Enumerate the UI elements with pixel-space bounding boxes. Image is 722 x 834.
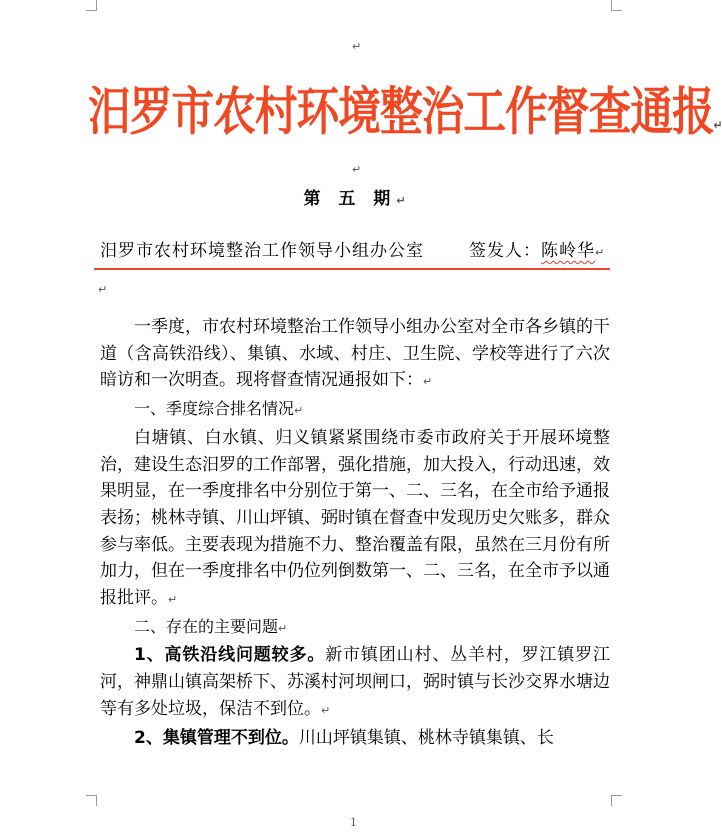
paragraph-mark: ↵ [396,194,406,207]
signer-name: 陈岭华 [541,241,595,261]
item1-paragraph [100,642,610,724]
section1-paragraph [100,425,610,614]
intro-text: 一季度，市农村环境整治工作领导小组办公室对全市各乡镇的干道（含高铁沿线）、集镇、水域、村庄、卫生院、学校等进行了六次暗访和一次明查。现将督查情况通报如下： [100,317,610,391]
crop-mark-top-right [611,0,622,11]
paragraph-mark: ↵ [352,163,362,176]
paragraph-mark: ↵ [713,117,722,134]
paragraph-mark: ↵ [352,40,362,53]
item2-text: 川山坪镇集镇、桃林寺镇集镇、长 [298,727,554,748]
paragraph-mark: ↵ [98,283,108,296]
red-divider-line [94,268,610,270]
section2-heading-text: 二、存在的主要问题 [134,616,279,636]
item1-text: 新市镇团山村、丛羊村，罗江镇罗江河，神鼎山镇高架桥下、苏溪村河坝闸口，弼时镇与长沙交界水塘边等有多处垃圾，保洁不到位。 [100,645,610,719]
title-text: 汨罗市农村环境整治工作督查通报 [88,82,714,143]
issue-number [0,184,709,209]
section1-heading-text: 一、季度综合排名情况 [134,399,295,419]
section1-text: 白塘镇、白水镇、归义镇紧紧围绕市委市政府关于开展环境整治，建设生态汨罗的工作部署，强化措施，加大投入，行动迅速，效果明显，在一季度排名中分别位于第一、二、三名，在全市给予通报表扬；桃林寺镇、川山坪镇、弼时镇在督查中发现历史欠账多，群众参与率低。主要表现为措施不力、整治覆盖有限，虽然在三月份有所加力，但在一季度排名中仍位列倒数第一、二、三名，在全市予以通报批评。 [100,427,610,609]
paragraph-mark: ↵ [423,375,433,389]
issuing-office: 汨罗市农村环境整治工作领导小组办公室 [100,241,424,261]
crop-mark-bottom-left [86,795,97,806]
paragraph-mark: ↵ [595,246,606,259]
section1-heading [100,396,610,425]
issue-text: 第 五 期 [303,189,397,209]
paragraph-mark: ↵ [321,703,331,717]
document-body [100,314,610,751]
paragraph-mark: ↵ [278,621,288,635]
item2-heading: 2、集镇管理不到位。 [134,727,299,748]
crop-mark-top-left [86,0,97,11]
section2-heading [100,614,610,643]
item2-paragraph [100,725,610,752]
page-number: 1 [350,816,357,829]
paragraph-mark: ↵ [294,404,304,418]
document-title [88,75,722,164]
signer-label: 签发人： [469,241,541,261]
intro-paragraph [100,314,610,396]
crop-mark-bottom-right [611,795,622,806]
item1-heading: 1、高铁沿线问题较多。 [134,645,326,666]
signer [469,236,605,261]
paragraph-mark: ↵ [168,593,178,607]
